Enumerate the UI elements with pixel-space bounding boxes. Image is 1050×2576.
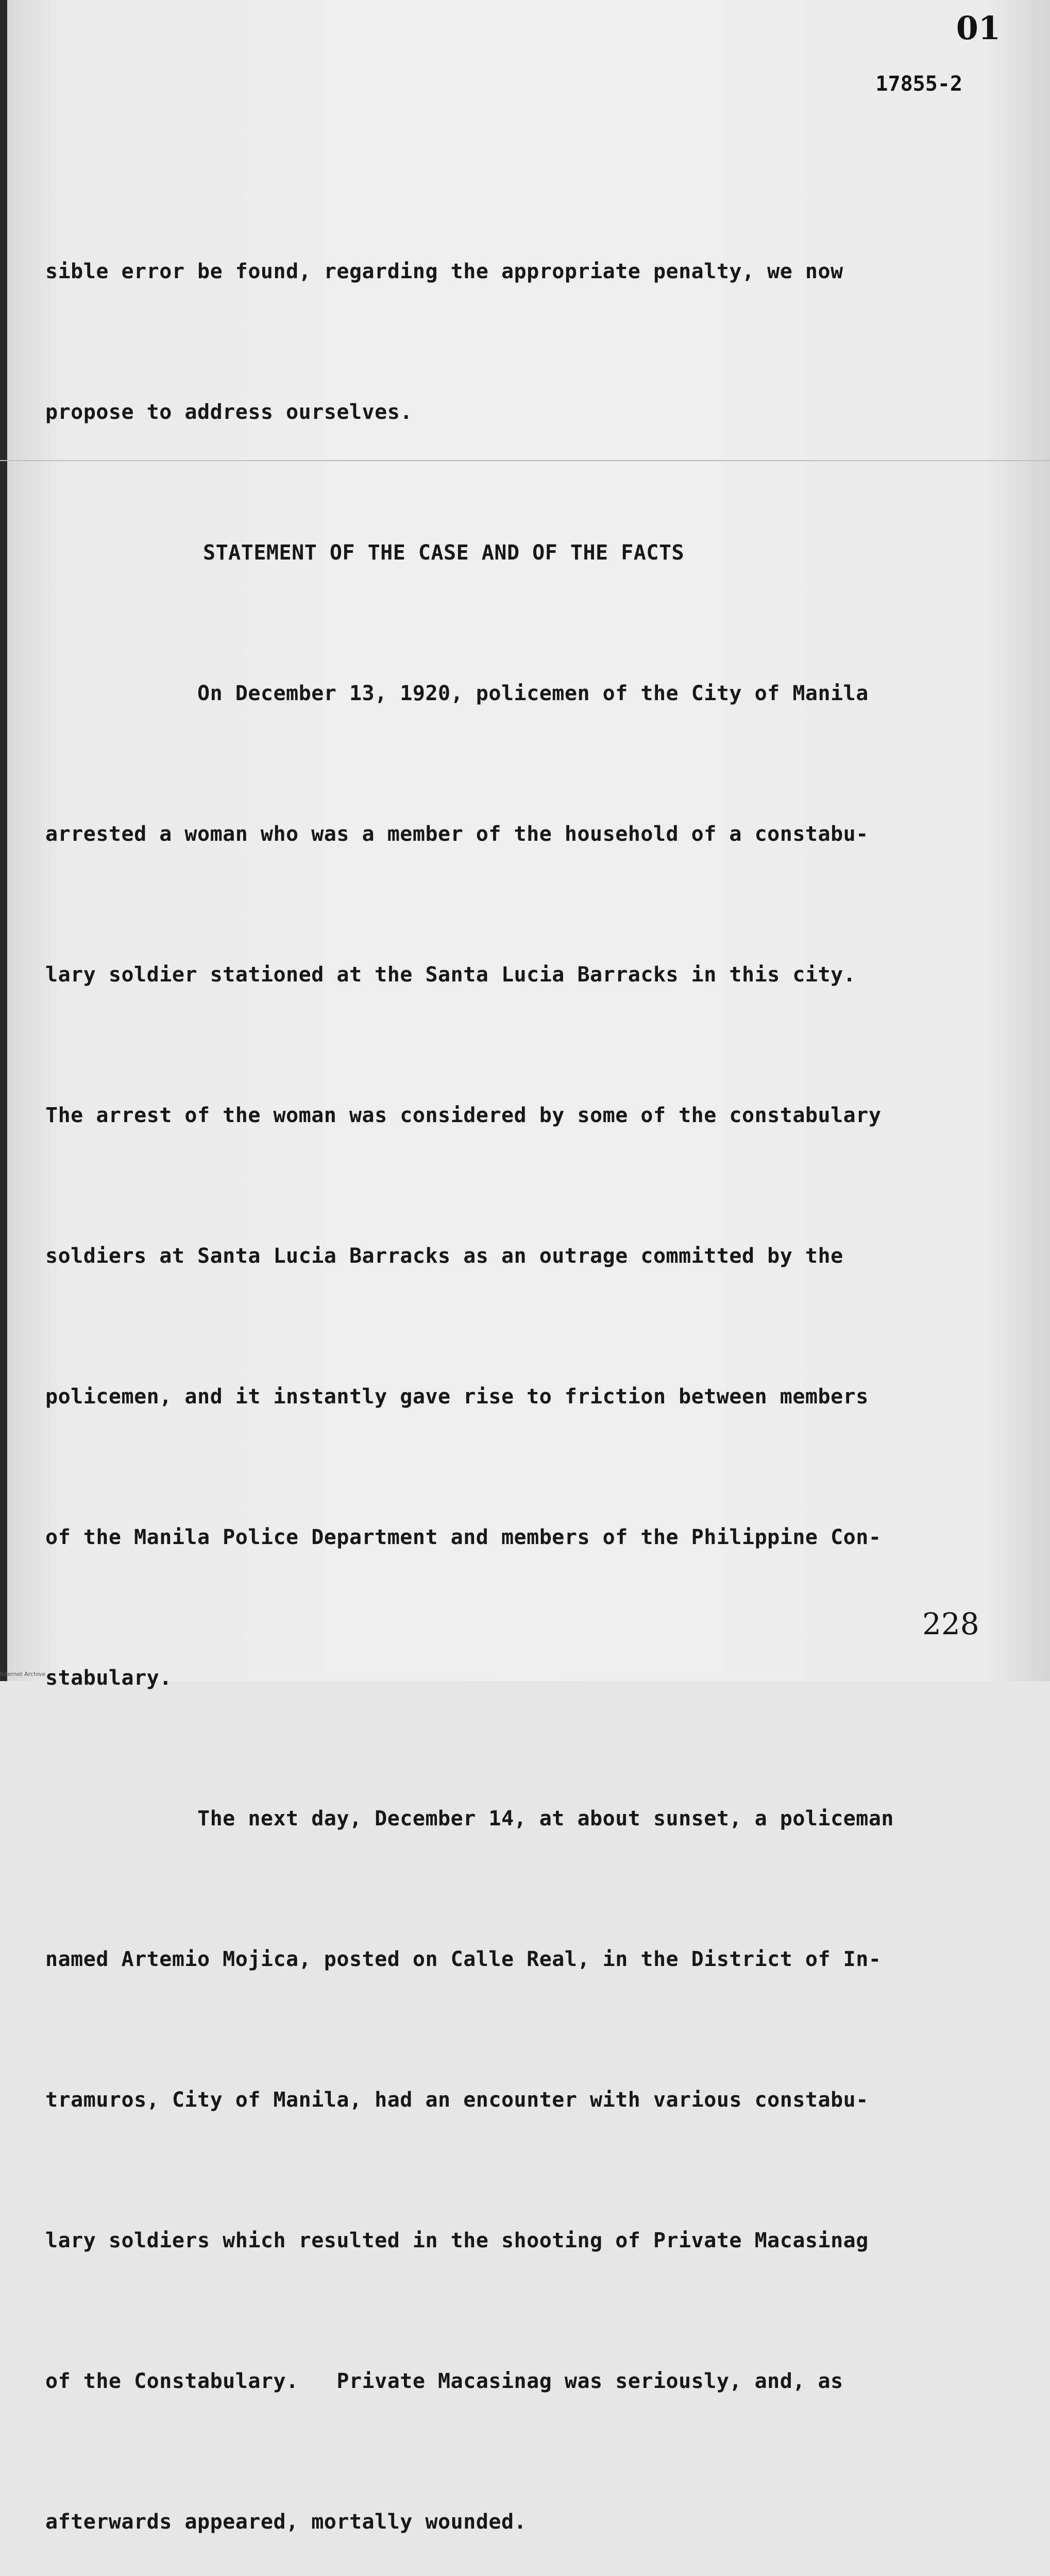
text-line: On December 13, 1920, policemen of the City of Manila <box>45 682 869 705</box>
text-line: named Artemio Mojica, posted on Calle Real, in the District of In- <box>45 1947 882 1971</box>
text-line: lary soldiers which resulted in the shooting of Private Macasinag <box>45 2229 869 2252</box>
text-line: of the Constabulary. Private Macasinag was seriously, and, as <box>45 2369 843 2393</box>
text-line: propose to address ourselves. <box>45 400 413 424</box>
text-line: afterwards appeared, mortally wounded. <box>45 2510 527 2534</box>
corner-number: 01 <box>956 9 1001 47</box>
scan-edge-shadow <box>0 0 7 1681</box>
section-heading: STATEMENT OF THE CASE AND OF THE FACTS <box>203 541 685 565</box>
text-line: soldiers at Santa Lucia Barracks as an outrage committed by the <box>45 1244 843 1268</box>
body-text <box>45 155 1004 2576</box>
text-line: lary soldier stationed at the Santa Lucia Barracks in this city. <box>45 963 856 987</box>
archive-stamp: Internet Archive <box>0 1671 46 1677</box>
text-line: arrested a woman who was a member of the household of a constabu- <box>45 822 869 846</box>
text-line: The arrest of the woman was considered by some of the constabulary <box>45 1104 882 1127</box>
text-line: sible error be found, regarding the appropriate penalty, we now <box>45 260 843 283</box>
page-number: 228 <box>922 1606 979 1641</box>
text-line: stabulary. <box>45 1666 172 1690</box>
text-line: of the Manila Police Department and members of the Philippine Con- <box>45 1526 882 1549</box>
document-number: 17855-2 <box>875 72 962 96</box>
text-line: policemen, and it instantly gave rise to friction between members <box>45 1385 869 1409</box>
text-line: The next day, December 14, at about sunset, a policeman <box>45 1807 894 1831</box>
text-line: tramuros, City of Manila, had an encounter with various constabu- <box>45 2088 869 2112</box>
